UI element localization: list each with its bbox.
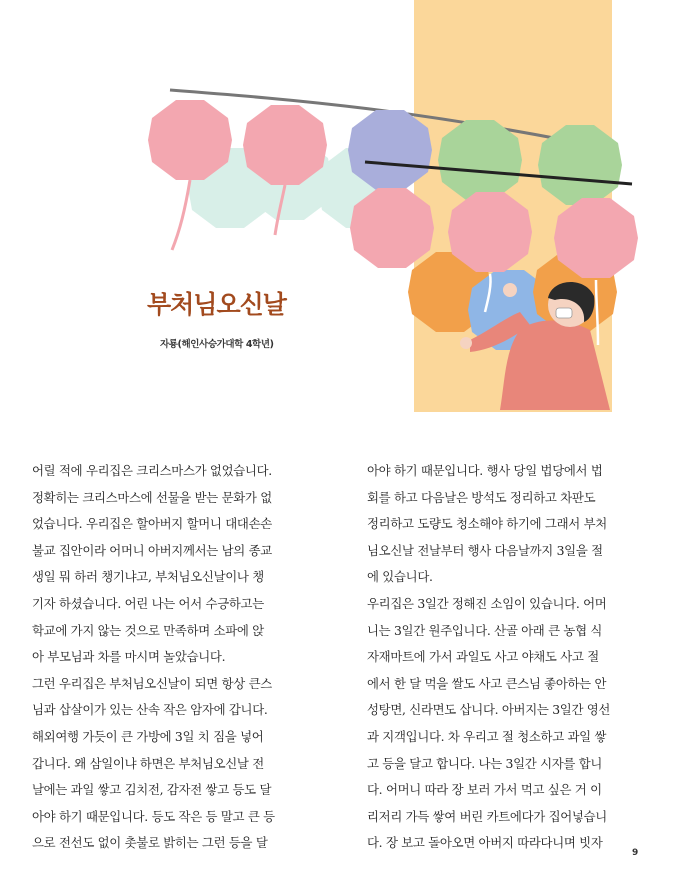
- body-line: 다. 장 보고 돌아오면 아버지 따라다니며 빗자: [367, 835, 603, 851]
- body-line: 님오신날 전날부터 행사 다음날까지 3일을 절: [367, 542, 603, 558]
- body-line: 자재마트에 가서 과일도 사고 야채도 사고 절: [367, 649, 599, 665]
- body-line: 갑니다. 왜 삼일이냐 하면은 부처님오신날 전: [32, 755, 264, 771]
- body-line: 아야 하기 때문입니다. 등도 작은 등 말고 큰 등: [32, 808, 275, 824]
- body-line: 아야 하기 때문입니다. 행사 당일 법당에서 법: [367, 463, 603, 478]
- body-line: 에서 한 달 먹을 쌀도 사고 큰스님 좋아하는 안: [367, 675, 607, 691]
- body-line: 리저리 가득 쌓여 버린 카트에다가 집어넣습니: [367, 808, 607, 824]
- body-line: 정리하고 도량도 청소해야 하기에 그래서 부처: [367, 516, 607, 532]
- body-line: 날에는 과일 쌓고 김치전, 감자전 쌓고 등도 달: [32, 782, 272, 798]
- body-line: 불교 집안이라 어머니 아버지께서는 남의 종교: [32, 542, 272, 558]
- body-line: 학교에 가지 않는 것으로 만족하며 소파에 앉: [32, 622, 264, 638]
- body-line: 에 있습니다.: [367, 569, 433, 585]
- body-line: 해외여행 가듯이 큰 가방에 3일 치 짐을 넣어: [32, 728, 264, 744]
- body-line: 으로 전선도 없이 촛불로 밝히는 그런 등을 달: [32, 835, 268, 851]
- article-title: 부처님오신날: [147, 290, 286, 319]
- body-line: 우리집은 3일간 정해진 소임이 있습니다. 어머: [367, 595, 607, 611]
- page-number: 9: [632, 848, 639, 858]
- body-line: 정확히는 크리스마스에 선물을 받는 문화가 없: [32, 489, 272, 505]
- body-line: 었습니다. 우리집은 할아버지 할머니 대대손손: [32, 516, 272, 532]
- body-line: 회를 하고 다음날은 방석도 정리하고 차판도: [367, 489, 596, 505]
- lantern-illustration: [0, 0, 700, 420]
- lantern-front-row: [350, 188, 638, 278]
- body-line: 다. 어머니 따라 장 보러 가서 먹고 싶은 거 이: [367, 782, 602, 798]
- body-line: 님과 삽살이가 있는 산속 작은 암자에 갑니다.: [32, 702, 268, 718]
- body-line: 과 지객입니다. 차 우리고 절 청소하고 과일 쌓: [367, 728, 607, 744]
- body-column-left: [32, 458, 308, 857]
- body-line: 생일 뭐 하러 챙기냐고, 부처님오신날이나 챙: [32, 569, 264, 585]
- body-line: 성탕면, 신라면도 삽니다. 아버지는 3일간 영선: [367, 702, 611, 718]
- body-column-right: [367, 458, 641, 857]
- body-line: 아 부모님과 차를 마시며 놀았습니다.: [32, 649, 226, 665]
- article-author: 자룡(해인사승가대학 4학년): [160, 339, 274, 350]
- body-line: 그런 우리집은 부처님오신날이 되면 항상 큰스: [32, 675, 272, 691]
- body-line: 니는 3일간 원주입니다. 산골 아래 큰 농협 식: [367, 622, 603, 638]
- body-line: 어릴 적에 우리집은 크리스마스가 없었습니다.: [32, 463, 272, 478]
- body-line: 고 등을 달고 합니다. 나는 3일간 시자를 합니: [367, 755, 603, 771]
- body-line: 기자 하셨습니다. 어린 나는 어서 수긍하고는: [32, 595, 264, 611]
